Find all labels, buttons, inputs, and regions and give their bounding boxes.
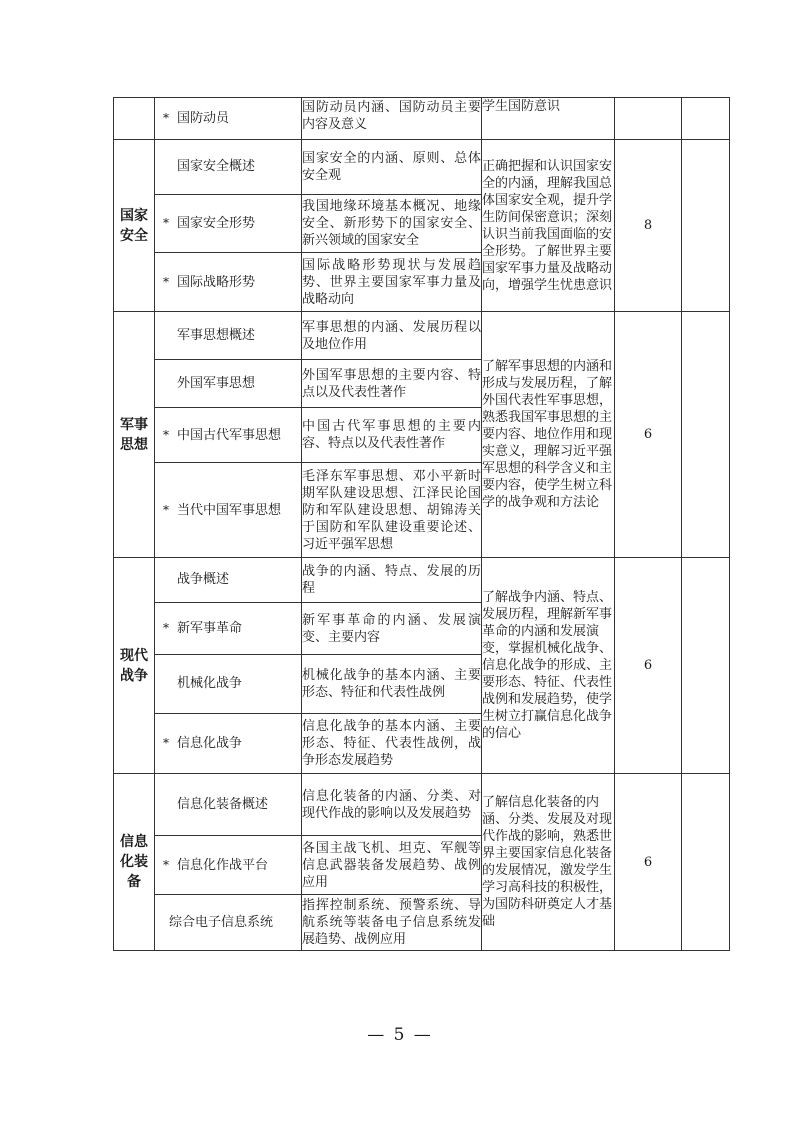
- topic-cell: [155, 463, 302, 558]
- content-cell: 国家安全的内涵、原则、总体安全观: [302, 140, 482, 195]
- topic-label: 新军事革命: [177, 621, 243, 636]
- topic-label: 综合电子信息系统: [169, 914, 274, 930]
- table-row: [114, 312, 730, 360]
- star-mark: *: [163, 621, 169, 635]
- category-cell: [114, 140, 155, 312]
- table-row: [114, 558, 730, 603]
- topic-cell: [155, 558, 302, 603]
- topic-label: 军事思想概述: [177, 327, 256, 343]
- topic-cell: [155, 195, 302, 253]
- topic-cell: [155, 603, 302, 655]
- page-number: — 5 —: [367, 1025, 433, 1045]
- category-label: 国家 安全: [120, 207, 148, 244]
- hours-cell: [615, 98, 682, 140]
- star-mark: *: [163, 274, 169, 289]
- category-label: 现代 战争: [120, 647, 148, 684]
- topic-label: 外国军事思想: [177, 375, 256, 391]
- topic-label: 国防动员: [177, 111, 230, 126]
- category-cell: [114, 312, 155, 558]
- content-cell: 新军事革命的内涵、发展演变、主要内容: [302, 603, 482, 655]
- remark-cell: [682, 558, 730, 774]
- topic-label: 国家安全形势: [177, 216, 256, 231]
- hours-cell: 6: [615, 774, 682, 951]
- category-label: 军事 思想: [120, 416, 148, 453]
- topic-cell: [155, 312, 302, 360]
- hours-cell: 8: [615, 140, 682, 312]
- topic-label: 信息化作战平台: [177, 857, 269, 873]
- star-mark: *: [163, 502, 169, 517]
- remark-cell: [682, 774, 730, 951]
- topic-cell: [155, 836, 302, 895]
- table-row: [114, 140, 730, 195]
- content-cell: 信息化战争的基本内涵、主要形态、特征、代表性战例，战争形态发展趋势: [302, 714, 482, 774]
- topic-cell: [155, 98, 302, 140]
- content-cell: 我国地缘环境基本概况、地缘安全、新形势下的国家安全、新兴领域的国家安全: [302, 195, 482, 253]
- category-cell: [114, 98, 155, 140]
- topic-label: 信息化战争: [177, 736, 243, 751]
- goal-cell: 了解战争内涵、特点、发展历程，理解新军事革命的内涵和发展演变，掌握机械化战争、信息化战争的形成、主要形态、特征、代表性战例和发展趋势，使学生树立打赢信息化战争的信心: [482, 558, 615, 774]
- topic-cell: [155, 140, 302, 195]
- curriculum-table: [113, 97, 730, 951]
- topic-cell: [155, 360, 302, 408]
- topic-cell: [155, 774, 302, 836]
- star-mark: *: [163, 427, 169, 442]
- goal-cell: 学生国防意识: [482, 98, 615, 140]
- table-row: [114, 98, 730, 140]
- content-cell: 毛泽东军事思想、邓小平新时期军队建设思想、江泽民论国防和军队建设思想、胡锦涛关于国防和军队建设重要论述、习近平强军思想: [302, 463, 482, 558]
- table-row: [114, 774, 730, 836]
- topic-label: 战争概述: [177, 572, 230, 587]
- topic-cell: [155, 895, 302, 951]
- remark-cell: [682, 140, 730, 312]
- remark-cell: [682, 312, 730, 558]
- content-cell: 机械化战争的基本内涵、主要形态、特征和代表性战例: [302, 655, 482, 714]
- star-mark: *: [163, 857, 169, 872]
- hours-cell: 6: [615, 558, 682, 774]
- topic-label: 机械化战争: [177, 676, 243, 691]
- topic-cell: [155, 655, 302, 714]
- star-mark: *: [163, 111, 169, 125]
- topic-label: 国家安全概述: [177, 159, 256, 174]
- category-cell: [114, 774, 155, 951]
- goal-cell: 了解军事思想的内涵和形成与发展历程，了解外国代表性军事思想，熟悉我国军事思想的主要内容、地位作用和现实意义，理解习近平强军思想的科学含义和主要内容，使学生树立科学的战争观和方法论: [482, 312, 615, 558]
- topic-cell: [155, 714, 302, 774]
- content-cell: 各国主战飞机、坦克、军舰等信息武器装备发展趋势、战例应用: [302, 836, 482, 895]
- remark-cell: [682, 98, 730, 140]
- topic-cell: [155, 408, 302, 463]
- content-cell: 国防动员内涵、国防动员主要内容及意义: [302, 98, 482, 140]
- topic-label: 中国古代军事思想: [177, 427, 282, 443]
- category-cell: [114, 558, 155, 774]
- topic-label: 信息化装备概述: [177, 796, 269, 812]
- star-mark: *: [163, 216, 169, 230]
- topic-label: 国际战略形势: [177, 274, 256, 290]
- goal-cell: 正确把握和认识国家安全的内涵，理解我国总体国家安全观，提升学生防间保密意识；深刻认识当前我国面临的安全形势。了解世界主要国家军事力量及战略动向，增强学生忧患意识: [482, 140, 615, 312]
- topic-label: 当代中国军事思想: [177, 502, 282, 518]
- content-cell: 战争的内涵、特点、发展的历程: [302, 558, 482, 603]
- content-cell: 信息化装备的内涵、分类、对现代作战的影响以及发展趋势: [302, 774, 482, 836]
- star-mark: *: [163, 736, 169, 750]
- hours-cell: 6: [615, 312, 682, 558]
- topic-cell: [155, 253, 302, 312]
- category-label: 信息 化装 备: [120, 834, 148, 890]
- content-cell: 指挥控制系统、预警系统、导航系统等装备电子信息系统发展趋势、战例应用: [302, 895, 482, 951]
- content-cell: 国际战略形势现状与发展趋势、世界主要国家军事力量及战略动向: [302, 253, 482, 312]
- goal-cell: 了解信息化装备的内涵、分类、发展及对现代作战的影响，熟悉世界主要国家信息化装备的发展情况，激发学生学习高科技的积极性，为国防科研奠定人才基础: [482, 774, 615, 951]
- content-cell: 军事思想的内涵、发展历程以及地位作用: [302, 312, 482, 360]
- content-cell: 外国军事思想的主要内容、特点以及代表性著作: [302, 360, 482, 408]
- content-cell: 中国古代军事思想的主要内容、特点以及代表性著作: [302, 408, 482, 463]
